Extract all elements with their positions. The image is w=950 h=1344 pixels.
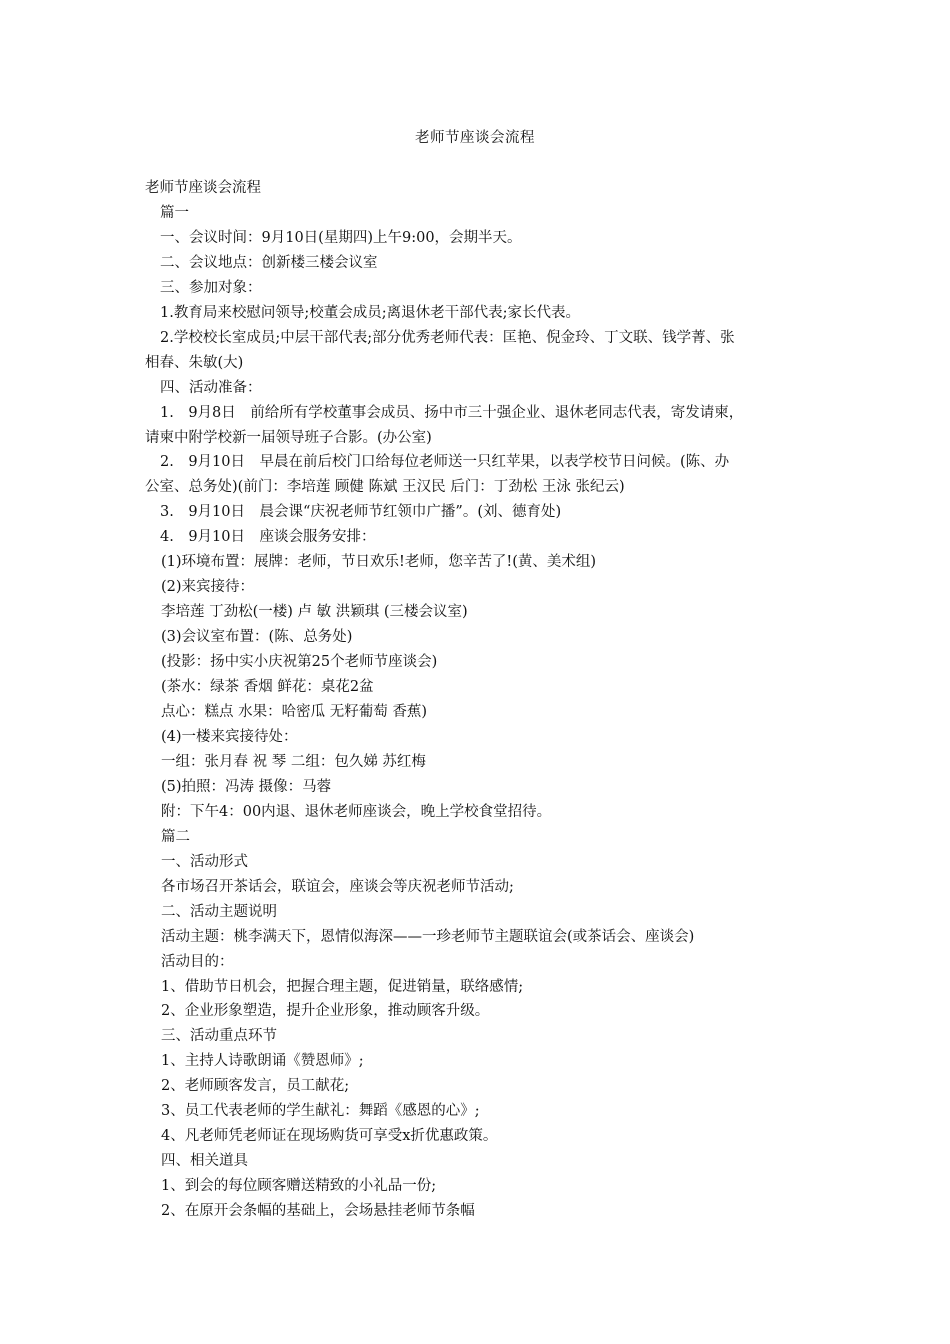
paragraph-line: 附：下午4：00内退、退休老师座谈会，晚上学校食堂招待。	[161, 803, 552, 820]
paragraph-line: 公室、总务处)(前门：李培莲 顾健 陈斌 王汉民 后门：丁劲松 王泳 张纪云)	[145, 479, 625, 496]
paragraph-line: 3. 9月10日 晨会课“庆祝老师节红领巾广播”。(刘、德育处)	[160, 504, 562, 521]
paragraph-line: 四、活动准备：	[160, 379, 262, 396]
paragraph-line: 4、凡老师凭老师证在现场购货可享受x折优惠政策。	[161, 1128, 498, 1145]
section-label: 篇一	[160, 204, 189, 221]
paragraph-line: (投影：扬中实小庆祝第25个老师节座谈会)	[161, 654, 438, 671]
paragraph-line: 1、到会的每位顾客赠送精致的小礼品一份;	[161, 1178, 437, 1195]
paragraph-line: (5)拍照：冯涛 摄像：马蓉	[161, 778, 332, 795]
paragraph-line: 相春、朱敏(大)	[145, 354, 244, 371]
paragraph-line: 2.学校校长室成员;中层干部代表;部分优秀老师代表：匡艳、倪金玲、丁文联、钱学菁、张	[160, 329, 735, 346]
paragraph-line: 一、会议时间：9月10日(星期四)上午9:00，会期半天。	[160, 229, 522, 246]
paragraph-line: 各市场召开茶话会，联谊会，座谈会等庆祝老师节活动;	[161, 878, 514, 895]
paragraph-line: (3)会议室布置：(陈、总务处)	[161, 629, 353, 646]
paragraph-line: 四、相关道具	[161, 1153, 248, 1170]
paragraph-line: 一组：张月春 祝 琴 二组：包久娣 苏红梅	[161, 753, 426, 770]
paragraph-line: 1、借助节日机会，把握合理主题，促进销量，联络感情;	[161, 978, 524, 995]
paragraph-line: 4. 9月10日 座谈会服务安排：	[160, 529, 376, 546]
paragraph-line: 1、主持人诗歌朗诵《赞恩师》;	[161, 1053, 364, 1070]
paragraph-line: 活动主题：桃李满天下，恩情似海深——一珍老师节主题联谊会(或茶话会、座谈会)	[161, 928, 695, 945]
paragraph-line: 请柬中附学校新一届领导班子合影。(办公室)	[145, 429, 432, 446]
paragraph-line: 三、活动重点环节	[161, 1028, 277, 1045]
paragraph-line: 2. 9月10日 早晨在前后校门口给每位老师送一只红苹果，以表学校节日问候。(陈、办	[160, 454, 730, 471]
paragraph-line: 三、参加对象：	[160, 279, 262, 296]
paragraph-line: 2、企业形象塑造，提升企业形象，推动顾客升级。	[161, 1003, 490, 1020]
paragraph-line: (1)环境布置：展牌：老师，节日欢乐!老师，您辛苦了!(黄、美术组)	[161, 554, 597, 571]
document-body	[145, 176, 805, 1224]
paragraph-line: 二、会议地点：创新楼三楼会议室	[160, 254, 378, 271]
paragraph-line: 活动目的：	[161, 953, 234, 970]
paragraph-line: 1.教育局来校慰问领导;校董会成员;离退休老干部代表;家长代表。	[160, 304, 580, 321]
paragraph-line: 1. 9月8日 前给所有学校董事会成员、扬中市三十强企业、退休老同志代表，寄发请柬，	[160, 404, 744, 421]
paragraph-line: 一、活动形式	[161, 853, 248, 870]
paragraph-line: 2、在原开会条幅的基础上，会场悬挂老师节条幅	[161, 1203, 475, 1220]
paragraph-line: (4)一楼来宾接待处：	[161, 728, 298, 745]
paragraph-line: 李培莲 丁劲松(一楼) 卢 敏 洪颖琪 (三楼会议室)	[161, 604, 468, 621]
paragraph-line: (2)来宾接待：	[161, 579, 255, 596]
paragraph-line: 点心：糕点 水果：哈密瓜 无籽葡萄 香蕉)	[161, 704, 427, 721]
paragraph-line: 2、老师顾客发言，员工献花;	[161, 1078, 350, 1095]
body-heading: 老师节座谈会流程	[145, 180, 261, 196]
document-title: 老师节座谈会流程	[415, 130, 535, 146]
paragraph-line: 二、活动主题说明	[161, 903, 277, 920]
paragraph-line: (茶水：绿茶 香烟 鲜花：桌花2盆	[161, 679, 374, 696]
paragraph-line: 3、员工代表老师的学生献礼：舞蹈《感恩的心》;	[161, 1103, 480, 1120]
section-label: 篇二	[161, 828, 190, 845]
